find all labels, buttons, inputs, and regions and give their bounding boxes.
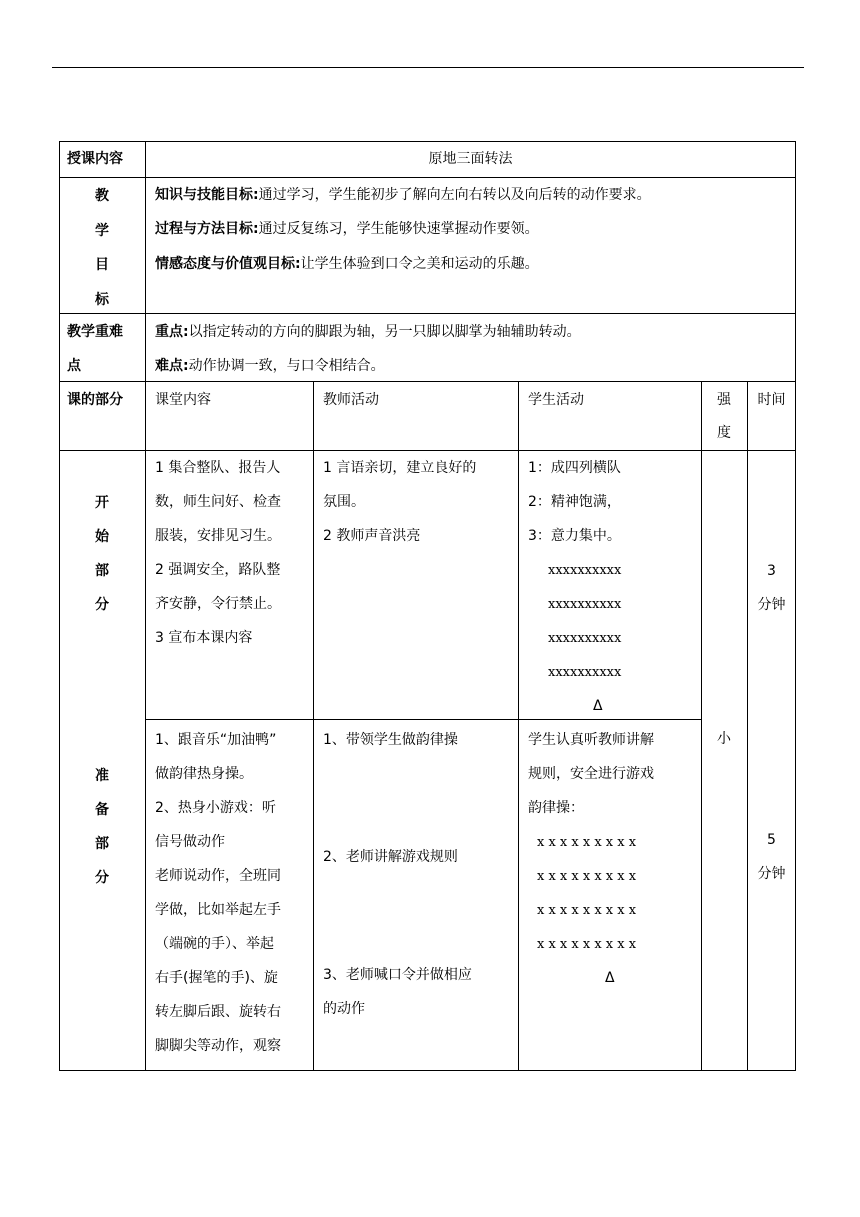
formation-row: xxxxxxxxxx <box>548 665 622 680</box>
key-points-label-line1: 教学重难 <box>67 324 123 340</box>
start-time-value: 3 <box>767 563 776 579</box>
prep-teacher-activity-3: 3、老师喊口令并做相应 <box>323 967 472 983</box>
prep-content-line: 1、跟音乐“加油鸭” <box>155 732 277 748</box>
prep-section-char: 备 <box>95 802 109 818</box>
lesson-plan-table <box>59 141 796 1071</box>
objective-label: 情感态度与价值观目标: <box>155 256 301 272</box>
start-time-unit: 分钟 <box>757 597 786 613</box>
start-teacher-line: 氛围。 <box>323 494 365 510</box>
prep-student-line: 规则，安全进行游戏 <box>528 766 654 782</box>
start-teacher-line: 1 言语亲切，建立良好的 <box>323 460 477 476</box>
prep-section-char: 准 <box>95 768 109 784</box>
start-content-line: 数，师生问好、检查 <box>155 494 281 510</box>
start-content-line: 服装，安排见习生。 <box>155 528 281 544</box>
formation-row: xxxxxxxxxx <box>548 563 622 578</box>
prep-content-line: 转左脚后跟、旋转右 <box>155 1004 281 1020</box>
key-point <box>155 323 581 341</box>
header-rule <box>52 67 804 68</box>
prep-time-value: 5 <box>767 832 776 848</box>
col-header-student: 学生活动 <box>528 392 584 408</box>
objective-text: 通过反复练习，学生能够快速掌握动作要领。 <box>258 221 539 237</box>
start-content-line: 齐安静，令行禁止。 <box>155 596 281 612</box>
objectives-label-char: 学 <box>95 223 109 239</box>
prep-time-unit: 分钟 <box>757 866 786 882</box>
start-content-line: 2 强调安全，路队整 <box>155 562 281 578</box>
formation-row: xxxxxxxxxx <box>548 597 622 612</box>
prep-student-line: 学生认真听教师讲解 <box>528 732 654 748</box>
start-student-line: 1：成四列横队 <box>528 460 621 476</box>
prep-content-line: 脚脚尖等动作，观察 <box>155 1038 281 1054</box>
col-header-intensity: 度 <box>717 425 731 441</box>
objective-text: 通过学习，学生能初步了解向左向右转以及向后转的动作要求。 <box>258 187 651 203</box>
formation-row: x x x x x x x x x <box>537 869 637 884</box>
start-section-char: 始 <box>95 529 109 545</box>
teacher-position-mark: Δ <box>593 698 603 714</box>
formation-row: x x x x x x x x x <box>537 937 637 952</box>
objective-label: 知识与技能目标: <box>155 187 259 203</box>
key-point-label: 难点: <box>155 358 189 374</box>
prep-teacher-activity-3: 的动作 <box>323 1001 365 1017</box>
start-student-line: 2：精神饱满， <box>528 494 621 510</box>
objective-label: 过程与方法目标: <box>155 221 259 237</box>
formation-row: xxxxxxxxxx <box>548 631 622 646</box>
objectives-label-char: 标 <box>95 292 109 308</box>
key-point-label: 重点: <box>155 324 189 340</box>
formation-row: x x x x x x x x x <box>537 903 637 918</box>
prep-teacher-activity-1: 1、带领学生做韵律操 <box>323 732 458 748</box>
start-section-char: 部 <box>95 563 109 579</box>
key-point-text: 动作协调一致，与口令相结合。 <box>188 358 385 374</box>
prep-content-line: 学做，比如举起左手 <box>155 902 281 918</box>
intensity-value: 小 <box>717 731 731 747</box>
prep-teacher-activity-2: 2、老师讲解游戏规则 <box>323 849 458 865</box>
teacher-position-mark: Δ <box>605 970 615 986</box>
col-header-teacher: 教师活动 <box>323 392 379 408</box>
col-header-time: 时间 <box>757 392 786 408</box>
prep-content-line: 老师说动作，全班同 <box>155 868 281 884</box>
objectives-label-char: 目 <box>95 257 109 273</box>
col-header-content: 课堂内容 <box>155 392 211 408</box>
objective-attitude <box>155 255 539 273</box>
lesson-content-label: 授课内容 <box>67 151 123 167</box>
objective-knowledge <box>155 186 651 204</box>
difficult-point <box>155 357 385 375</box>
prep-content-line: 信号做动作 <box>155 834 225 850</box>
objectives-label-char: 教 <box>95 188 109 204</box>
start-section-char: 开 <box>95 495 109 511</box>
lesson-title: 原地三面转法 <box>428 151 513 167</box>
prep-content-line: 右手(握笔的手)、旋 <box>155 970 278 986</box>
prep-section-char: 部 <box>95 836 109 852</box>
prep-student-line: 韵律操： <box>528 800 584 816</box>
prep-content-line: （端碗的手）、举起 <box>155 936 274 952</box>
prep-content-line: 2、热身小游戏：听 <box>155 800 276 816</box>
key-points-label-line2: 点 <box>67 358 81 374</box>
start-content-line: 3 宣布本课内容 <box>155 630 253 646</box>
start-content-line: 1 集合整队、报告人 <box>155 460 281 476</box>
objective-process <box>155 220 539 238</box>
col-header-section: 课的部分 <box>67 392 123 408</box>
prep-content-line: 做韵律热身操。 <box>155 766 253 782</box>
start-teacher-line: 2 教师声音洪亮 <box>323 528 421 544</box>
start-section-char: 分 <box>95 597 109 613</box>
col-header-intensity: 强 <box>717 392 731 408</box>
objective-text: 让学生体验到口令之美和运动的乐趣。 <box>300 256 539 272</box>
key-point-text: 以指定转动的方向的脚跟为轴，另一只脚以脚掌为轴辅助转动。 <box>188 324 581 340</box>
formation-row: x x x x x x x x x <box>537 835 637 850</box>
start-student-line: 3：意力集中。 <box>528 528 621 544</box>
prep-section-char: 分 <box>95 870 109 886</box>
